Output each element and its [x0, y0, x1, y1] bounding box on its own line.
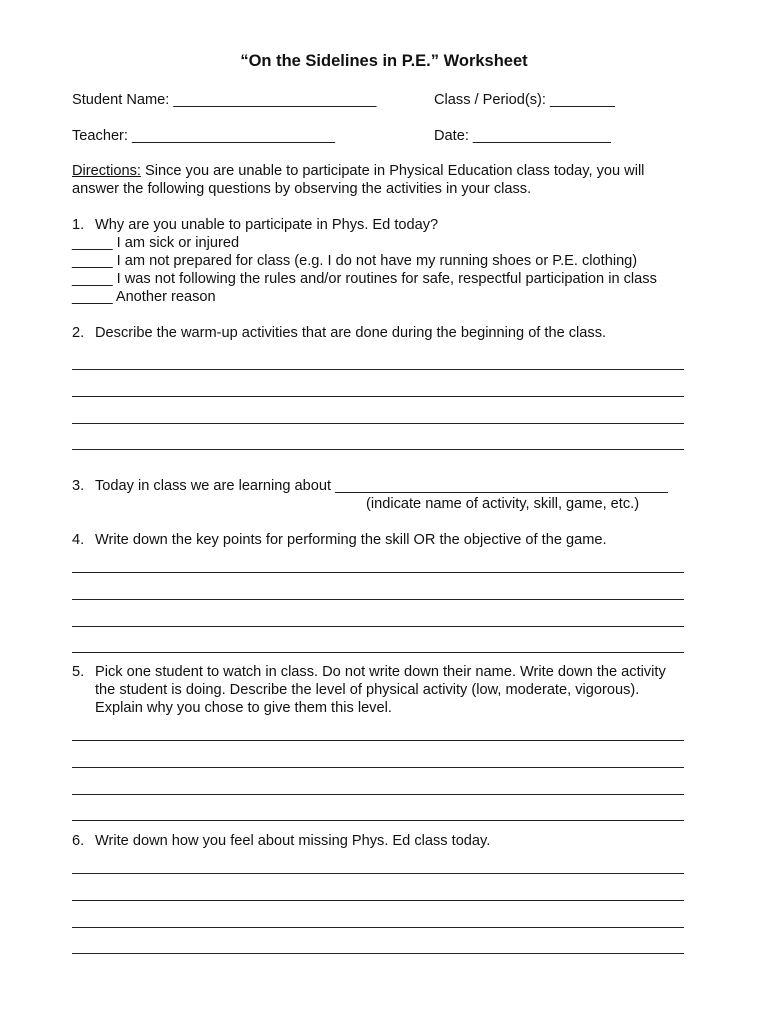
answer-line: [72, 652, 684, 653]
answer-line: [72, 599, 684, 600]
question-6: [72, 832, 490, 850]
answer-line: [72, 820, 684, 821]
question-3-number: 3.: [72, 478, 85, 494]
question-6-number: 6.: [72, 833, 85, 849]
question-5: [72, 663, 666, 681]
answer-line: [72, 953, 684, 954]
answer-line: [72, 900, 684, 901]
directions-line-1: [72, 162, 644, 180]
question-2-number: 2.: [72, 325, 85, 341]
question-3-text: Today in class we are learning about _________________________________________: [95, 478, 668, 494]
directions-label: Directions:: [72, 163, 141, 179]
q1-option-rules: _____ I was not following the rules and/or routines for safe, respectful participation in class: [72, 271, 657, 287]
q1-option-other: _____ Another reason: [72, 289, 216, 305]
answer-line: [72, 927, 684, 928]
question-5-number: 5.: [72, 664, 85, 680]
question-4-text: Write down the key points for performing the skill OR the objective of the game.: [95, 532, 607, 548]
question-5-text-2: the student is doing. Describe the level of physical activity (low, moderate, vigorous).: [95, 682, 640, 698]
answer-line: [72, 449, 684, 450]
directions-line-2: answer the following questions by observing the activities in your class.: [72, 181, 532, 197]
question-5-text-1: Pick one student to watch in class. Do not write down their name. Write down the activity: [95, 664, 666, 680]
answer-line: [72, 767, 684, 768]
worksheet-title: “On the Sidelines in P.E.” Worksheet: [240, 52, 528, 70]
answer-line: [72, 423, 684, 424]
question-3-hint: (indicate name of activity, skill, game, etc.): [366, 496, 640, 512]
answer-line: [72, 873, 684, 874]
q1-option-sick: _____ I am sick or injured: [72, 235, 240, 251]
question-1-number: 1.: [72, 217, 85, 233]
answer-line: [72, 572, 684, 573]
question-5-text-3: Explain why you chose to give them this level.: [95, 700, 392, 716]
date-field: Date: _________________: [434, 128, 611, 144]
student-name-field: Student Name: _________________________: [72, 92, 377, 108]
answer-line: [72, 740, 684, 741]
question-2: [72, 324, 606, 342]
class-period-field: Class / Period(s): ________: [434, 92, 615, 108]
question-1: [72, 216, 438, 234]
answer-line: [72, 396, 684, 397]
question-4-number: 4.: [72, 532, 85, 548]
question-6-text: Write down how you feel about missing Phys. Ed class today.: [95, 833, 491, 849]
question-1-text: Why are you unable to participate in Phys. Ed today?: [95, 217, 439, 233]
answer-line: [72, 794, 684, 795]
directions-text-1: Since you are unable to participate in Physical Education class today, you will: [140, 163, 645, 179]
answer-line: [72, 626, 684, 627]
q1-option-not-prepared: _____ I am not prepared for class (e.g. I do not have my running shoes or P.E. clothing): [72, 253, 638, 269]
question-2-text: Describe the warm-up activities that are done during the beginning of the class.: [95, 325, 607, 341]
answer-line: [72, 369, 684, 370]
question-3: [72, 477, 668, 495]
question-4: [72, 531, 607, 549]
teacher-field: Teacher: _________________________: [72, 128, 335, 144]
